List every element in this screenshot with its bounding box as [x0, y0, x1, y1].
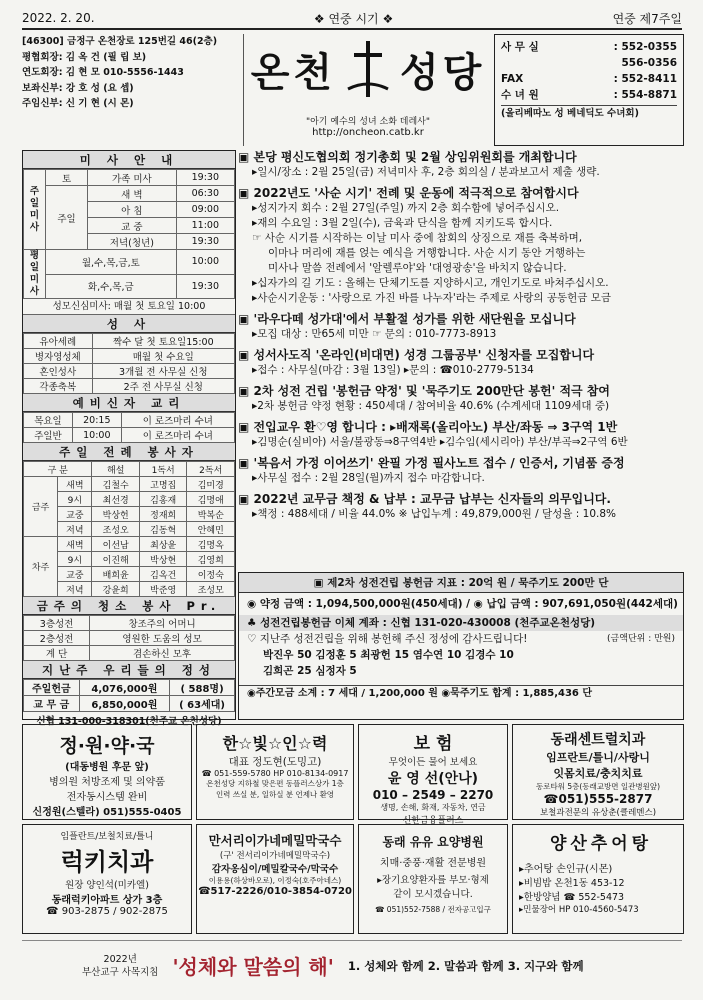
table-cell: 3개월 전 사무실 신청 — [92, 364, 234, 379]
table-cell: 2주 전 사무실 신청 — [92, 379, 234, 394]
marian-mass-note: 성모신심미사: 매월 첫 토요일 10:00 — [23, 299, 235, 315]
cleaning-title: 금주의 청소 봉사 Pr. — [23, 597, 235, 615]
table-cell: 김홍재 — [139, 492, 187, 507]
table-cell: 9시 — [58, 492, 92, 507]
table-cell: 3층성전 — [24, 616, 90, 631]
table-cell: 구 분 — [24, 462, 92, 477]
table-cell: 김미경 — [187, 477, 235, 492]
article-building-pledge: ▣ 2차 성전 건립 '봉헌금 약정' 및 '묵주기도 200만단 봉헌' 적극 참여 ▸2차 봉헌금 약정 현황 : 450세대 / 참여비율 40.6% (수계세대 1109세대 중) — [238, 384, 611, 412]
parish-address: [46300] 금정구 온천장로 125번길 46(2층) — [22, 36, 218, 47]
table-cell: 조성모 — [187, 582, 235, 597]
table-cell: 10:00 — [72, 428, 121, 443]
slogan-points: 1. 성체와 함께 2. 말씀과 함께 3. 지구와 함께 — [347, 958, 584, 973]
table-cell: 김명옥 — [187, 537, 235, 552]
table-cell: 10:00 — [176, 250, 234, 275]
table-cell: 9시 — [58, 552, 92, 567]
offering-table — [23, 679, 235, 712]
ad-chueotang: 양산추어탕 ▸추어탕 손인규(시몬) ▸비빔밥 온천1동 453-12 ▸한방양념 ☎ 552-5473 ▸민물장어 HP 010-4560-5473 — [512, 824, 684, 934]
donor-list: 박진우 50 김정훈 5 최광헌 15 염수연 10 김경수 10 — [263, 649, 514, 661]
parish-logo-block — [248, 34, 488, 146]
table-cell: 짝수 달 첫 토요일15:00 — [92, 334, 234, 349]
parish-staff — [22, 34, 244, 146]
table-cell: 주일헌금 — [24, 680, 80, 696]
parish-logo: 온천 성당 — [248, 34, 488, 104]
table-cell: 새 벽 — [88, 186, 177, 202]
table-cell: 박복순 — [187, 507, 235, 522]
table-cell: 최상윤 — [139, 537, 187, 552]
table-cell: 김동혁 — [139, 522, 187, 537]
ad-nursing-hospital: 동래 유유 요양병원 치매·중풍·재활 전문병원 ▸장기요양환자를 부모·형제 같이 모시겠습니다. ☎ 051)552-7588 / 전자공고입구 — [358, 824, 508, 934]
table-cell: 김영희 — [187, 552, 235, 567]
article-dues: ▣ 2022년 교무금 책정 & 납부 : 교무금 납부는 신자들의 의무입니다. ▸책정 : 488세대 / 비율 44.0% ※ 납입누계 : 49,879,000원 / 달성율 : 10.8% — [238, 492, 617, 520]
year-slogan: '성체와 말씀의 해' — [172, 955, 334, 979]
table-cell: 이 로즈마리 수녀 — [121, 428, 234, 443]
table-cell: 6,850,000원 — [79, 696, 169, 712]
table-cell: 교중 — [58, 567, 92, 582]
liturgical-week: 연중 제7주일 — [612, 11, 682, 26]
table-cell: 배희윤 — [92, 567, 140, 582]
table-cell: 창조주의 어머니 — [90, 616, 235, 631]
table-cell: 토 — [46, 170, 88, 186]
table-cell: 19:30 — [176, 234, 234, 250]
article-lent: ▣ 2022년도 '사순 시기' 전례 및 운동에 적극적으로 참여합시다 ▸성지가지 회수 : 2월 27일(주일) 까지 2층 회수함에 넣어주십시오. ▸재의 수요일 : 3월 2일(수), 금육과 단식을 함께 지키도록 합시다. ☞ 사순 시기를 시작하는 이날 미사 중에 참회의 상징으로 재를 축복하며, 이마나 머리에 재를 얹는 예식을 거행합니다. 사순 시기 동안 거행하는 미사나 말씀 전례에서 '알렐루야'와 '대영광송'을 바치지 않습니다. ▸십자가의 길 기도 : 올해는 단체기도를 지양하시고, 개인기도로 바쳐주십시오. ▸사순시기운동 : '사랑으로 가진 바를 나누자'라는 주제로 사랑의 공동헌금 모금 — [238, 186, 612, 304]
contact-row: 수 녀 원 : 554-8871 — [501, 89, 677, 101]
table-cell: 주일반 — [24, 428, 73, 443]
ad-pharmacy: 정·원·약·국 (대동병원 후문 앞) 병의원 처방조제 및 의약품 전자동시스템 완비 신정원(스텔라) 051)555-0405 — [22, 724, 192, 820]
table-cell: 2층성전 — [24, 631, 90, 646]
table-cell: 화,수,목,금 — [46, 274, 177, 299]
table-cell: 안혜민 — [187, 522, 235, 537]
catechumen-table — [23, 412, 235, 443]
building-fund-box — [238, 572, 684, 720]
table-cell: 매월 첫 수요일 — [92, 349, 234, 364]
table-cell: 11:00 — [176, 218, 234, 234]
table-cell: 저녁(청년) — [88, 234, 177, 250]
donor-list: 김희곤 25 심정자 5 — [263, 665, 357, 677]
table-cell: 교중 — [58, 507, 92, 522]
table-cell: 병자영성체 — [24, 349, 93, 364]
table-cell: 겸손하신 모후 — [90, 646, 235, 661]
table-cell: 09:00 — [176, 202, 234, 218]
table-cell: 이진해 — [92, 552, 140, 567]
weekly-total: ◉주간모금 소계 : 7 세대 / 1,200,000 원 ◉묵주기도 합계 : 1,885,436 단 — [239, 685, 683, 701]
table-cell: 월,수,목,금,토 — [46, 250, 177, 275]
table-cell: 19:30 — [176, 170, 234, 186]
table-cell: 고명집 — [139, 477, 187, 492]
table-cell: 김명애 — [187, 492, 235, 507]
article-bible-study: ▣ 성서사도직 '온라인(비대면) 성경 그룹공부' 신청자를 모집합니다 ▸접수 : 사무실(마감 : 3월 13일) ▸문의 : ☎010-2779-5134 — [238, 348, 595, 376]
amount-unit: (금액단위 : 만원) — [607, 634, 675, 644]
table-cell: 저녁 — [58, 582, 92, 597]
table-cell: 1독서 — [139, 462, 187, 477]
table-cell: ( 588명) — [170, 680, 235, 696]
table-cell: 이정숙 — [187, 567, 235, 582]
building-account: ♣ 성전건립봉헌금 이체 계좌 : 신협 131-020-430008 (천주교온천성당) — [239, 615, 683, 631]
footer-slogan — [22, 940, 682, 990]
table-cell: 주일미사 — [24, 170, 46, 250]
table-cell: 금주 — [24, 477, 58, 537]
servers-title: 주일 전례 봉사자 — [23, 443, 235, 461]
table-cell: 박상헌 — [92, 507, 140, 522]
top-bar — [22, 8, 682, 30]
sacraments-title: 성 사 — [23, 315, 235, 333]
article-welcome: ▣ 전입교우 환♡영 합니다 : ▸배재록(올리아노) 부산/좌동 ⇒ 3구역 1반 ▸김명순(실비아) 서울/불광동⇒8구역4반 ▸김수임(세시리아) 부산/부곡⇒2구역 6반 — [238, 420, 628, 448]
table-cell: 강윤희 — [92, 582, 140, 597]
ad-noodle: 만서리이가네메밀막국수 (구' 전서리이가네메밀막국수) 감자옹심이/메밀칼국수/막국수 이용용(하상바오로), 이정숙(호주아네스) ☎517-2226/010-3854-0720 — [196, 824, 354, 934]
mass-table — [23, 169, 235, 299]
mass-title: 미 사 안 내 — [23, 151, 235, 169]
thanks-note: ♡ 지난주 성전건립을 위해 봉헌해 주신 정성에 감사드립니다! — [247, 633, 528, 645]
table-cell: 2독서 — [187, 462, 235, 477]
offering-account: 신협 131-000-318301(천주교 온천성당) — [36, 716, 222, 727]
ad-labor: 한☆빛☆인☆력 대표 정도현(도밍고) ☎ 051-559-5780 HP 010-8134-0917 온천성당 지하철 맞은편 동플러스상가 1층 인력 쓰실 분, 일하실 분 언제나 환영 — [196, 724, 354, 820]
table-cell: 정재희 — [139, 507, 187, 522]
table-cell: 교 무 금 — [24, 696, 80, 712]
left-column — [22, 150, 236, 727]
liturgical-season: ❖ 연중 시기 ❖ — [313, 11, 394, 26]
table-cell: 이선남 — [92, 537, 140, 552]
table-cell: 조성오 — [92, 522, 140, 537]
table-cell: 해설 — [92, 462, 140, 477]
article-choir: ▣ '라우다떼 성가대'에서 부활절 성가를 위한 새단원을 모십니다 ▸모집 대상 : 만65세 미만 ☞ 문의 : 010-7773-8913 — [238, 312, 576, 340]
table-cell: 계 단 — [24, 646, 90, 661]
table-cell: 박준영 — [139, 582, 187, 597]
table-cell: 유아세례 — [24, 334, 93, 349]
ad-insurance: 보 험 무엇이든 물어 보세요 윤 영 선(안나) 010 – 2549 – 2270 생명, 손해, 화재, 자동차, 연금 신한금융플러스 — [358, 724, 508, 820]
issue-date: 2022. 2. 20. — [22, 11, 95, 25]
table-cell: 평일미사 — [24, 250, 46, 299]
ad-dental-central: 동래센트럴치과 임프란트/틀니/사랑니 잇몸치료/충치치료 동로타워 5층(동래교방면 일관병원앞) ☎051)555-2877 보철과전문의 유상춘(클레멘스) — [512, 724, 684, 820]
motto: "아기 예수의 성녀 소화 데레사" — [305, 117, 431, 127]
diocese-badge: 2022년 부산교구 사목지침 — [82, 953, 159, 978]
servers-table — [23, 461, 235, 597]
table-cell: ( 63세대) — [170, 696, 235, 712]
table-cell: 이 로즈마리 수녀 — [121, 413, 234, 428]
pledge-summary: ◉ 약정 금액 : 1,094,500,000원(450세대) / ◉ 납입 금액 : 907,691,050원(442세대) — [247, 598, 678, 610]
contact-row: FAX : 552-8411 — [501, 73, 677, 85]
staff-row: 주임신부: 신 기 현 (시 몬) — [22, 98, 134, 109]
website-link[interactable]: http://oncheon.catb.kr — [312, 127, 424, 138]
table-cell: 김옥건 — [139, 567, 187, 582]
table-cell: 가족 미사 — [88, 170, 177, 186]
staff-row: 보좌신부: 강 호 성 (요 셉) — [22, 82, 134, 94]
article-gospel-copy: ▣ '복음서 가정 이어쓰기' 완필 가정 필사노트 접수 / 인증서, 기념품 증정 ▸사무실 접수 : 2월 28일(월)까지 접수 마감합니다. — [238, 456, 625, 484]
staff-row: 연도회장: 김 현 모 010-5556-1443 — [22, 67, 184, 78]
table-cell: 박상현 — [139, 552, 187, 567]
staff-row: 평협회장: 김 옥 건 (필 립 보) — [22, 51, 147, 63]
ad-lucky-dental: 임플란트/보철치료/틀니 럭키치과 원장 양인석(미카엘) 동래럭키아파트 상가 3층 ☎ 903-2875 / 902-2875 — [22, 824, 192, 934]
table-cell: 06:30 — [176, 186, 234, 202]
contact-box — [494, 34, 684, 146]
table-cell: 차주 — [24, 537, 58, 597]
table-cell: 저녁 — [58, 522, 92, 537]
table-cell: 4,076,000원 — [79, 680, 169, 696]
contact-row: 사 무 실 : 552-0355 — [501, 41, 677, 53]
table-cell: 교 중 — [88, 218, 177, 234]
table-cell: 새벽 — [58, 477, 92, 492]
offering-title: 지난주 우리들의 정성 — [23, 661, 235, 679]
table-cell: 혼인성사 — [24, 364, 93, 379]
table-cell: 주일 — [46, 186, 88, 250]
convent-name: (올리베따노 성 베네딕도 수녀회) — [501, 105, 677, 122]
cleaning-table — [23, 615, 235, 661]
article-council: ▣ 본당 평신도협의회 정기총회 및 2월 상임위원회를 개최합니다 ▸일시/장소 : 2월 25일(금) 저녁미사 후, 2층 회의실 / 분과보고서 제출 생략. — [238, 150, 600, 178]
table-cell: 최선경 — [92, 492, 140, 507]
contact-row: 556-0356 — [621, 57, 677, 69]
table-cell: 각종축복 — [24, 379, 93, 394]
table-cell: 영원한 도움의 성모 — [90, 631, 235, 646]
table-cell: 새벽 — [58, 537, 92, 552]
table-cell: 아 침 — [88, 202, 177, 218]
sacraments-table — [23, 333, 235, 394]
building-fund-title: ▣ 제2차 성전건립 봉헌금 지표 : 20억 원 / 묵주기도 200만 단 — [239, 573, 683, 593]
table-cell: 20:15 — [72, 413, 121, 428]
table-cell: 19:30 — [176, 274, 234, 299]
table-cell: 목요일 — [24, 413, 73, 428]
catechumen-title: 예비신자 교리 — [23, 394, 235, 412]
table-cell: 김철수 — [92, 477, 140, 492]
cross-icon — [346, 39, 390, 99]
